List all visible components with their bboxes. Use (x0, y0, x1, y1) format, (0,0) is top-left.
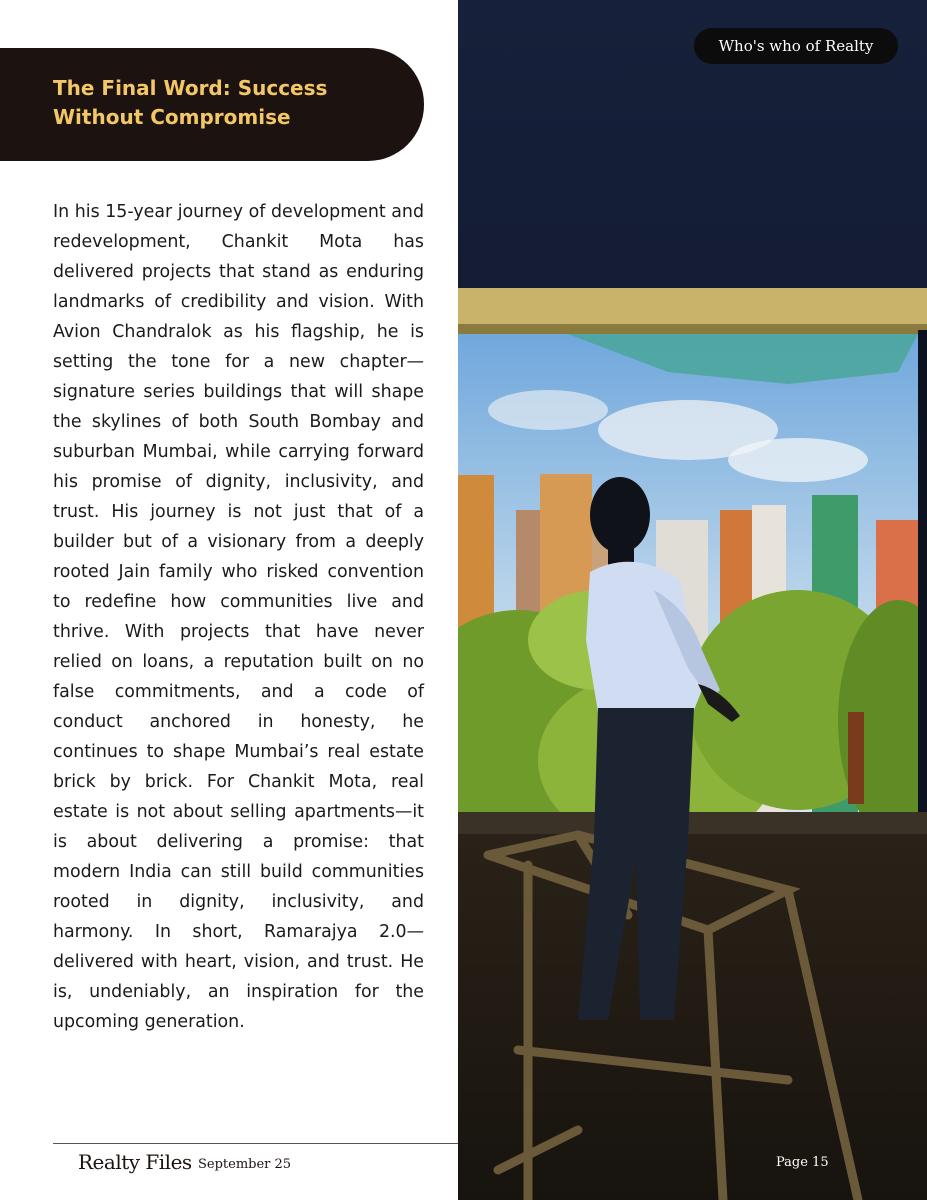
article-column (0, 0, 458, 1200)
section-heading-banner (0, 48, 424, 161)
page-number: Page 15 (776, 1155, 829, 1170)
issue-date: September 25 (198, 1157, 292, 1172)
section-heading: The Final Word: Success Without Compromise (53, 76, 328, 129)
section-tag: Who's who of Realty (694, 28, 898, 64)
article-body: In his 15-year journey of development and redevelopment, Chankit Mota has delivered projects that stand as enduring landmarks of credibility and vision. With Avion Chandralok as his flagship, he is setting the tone for a new chapter—signature series buildings that will shape the skylines of both South Bombay and suburban Mumbai, while carrying forward his promise of dignity, inclusivity, and trust. His journey is not just that of a builder but of a visionary from a deeply rooted Jain family who risked convention to redefine how communities live and thrive. With projects that have never relied on loans, a reputation built on no false commitments, and a code of conduct anchored in honesty, he continues to shape Mumbai’s real estate brick by brick. For Chankit Mota, real estate is not about selling apartments—it is about delivering a promise: that modern India can still build communities rooted in dignity, inclusivity, and harmony. In short, Ramarajya 2.0—delivered with heart, vision, and trust. He is, undeniably, an inspiration for the upcoming generation. (53, 202, 424, 1032)
feature-photo (458, 0, 927, 1200)
footer-divider (53, 1143, 458, 1144)
photo-illustration (458, 0, 927, 1200)
publication-logo: Realty Files (78, 1150, 192, 1174)
